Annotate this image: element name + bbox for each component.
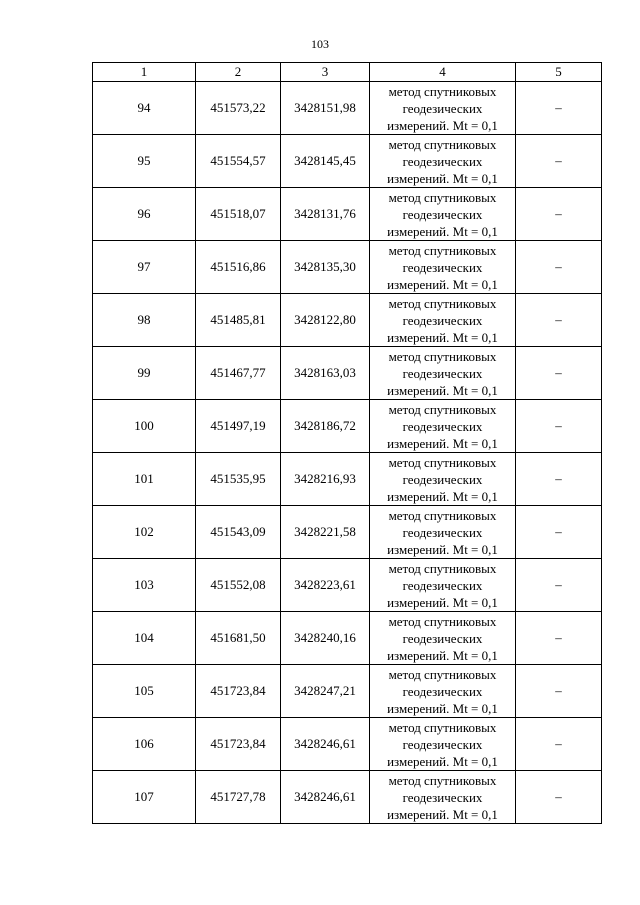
column-header-5: 5 (516, 63, 602, 82)
point-number-cell: 104 (93, 612, 196, 665)
method-line-1: метод спутниковых (388, 772, 497, 788)
y-coordinate-cell: 3428240,16 (281, 612, 370, 665)
x-coordinate-cell: 451573,22 (196, 82, 281, 135)
note-cell: – (516, 506, 602, 559)
method-cell (370, 453, 516, 506)
note-cell: – (516, 241, 602, 294)
method-cell (370, 294, 516, 347)
method-line-3: измерений. Mt = 0,1 (387, 806, 498, 822)
note-cell: – (516, 294, 602, 347)
x-coordinate-cell: 451518,07 (196, 188, 281, 241)
point-number-cell: 94 (93, 82, 196, 135)
table-row (93, 453, 602, 506)
note-cell: – (516, 612, 602, 665)
method-cell (370, 347, 516, 400)
method-line-2: геодезических (402, 630, 483, 646)
note-cell: – (516, 188, 602, 241)
method-line-1: метод спутниковых (388, 613, 497, 629)
point-number-cell: 98 (93, 294, 196, 347)
y-coordinate-cell: 3428246,61 (281, 771, 370, 824)
note-cell: – (516, 665, 602, 718)
table-row (93, 771, 602, 824)
method-cell (370, 612, 516, 665)
method-line-2: геодезических (402, 683, 483, 699)
point-number-cell: 99 (93, 347, 196, 400)
method-line-1: метод спутниковых (388, 83, 497, 99)
method-line-2: геодезических (402, 789, 483, 805)
note-cell: – (516, 347, 602, 400)
column-header-1: 1 (93, 63, 196, 82)
note-cell: – (516, 718, 602, 771)
table-header-row (93, 63, 602, 82)
note-cell: – (516, 135, 602, 188)
method-line-3: измерений. Mt = 0,1 (387, 117, 498, 133)
method-line-1: метод спутниковых (388, 401, 497, 417)
note-cell: – (516, 771, 602, 824)
x-coordinate-cell: 451552,08 (196, 559, 281, 612)
method-line-3: измерений. Mt = 0,1 (387, 435, 498, 451)
point-number-cell: 97 (93, 241, 196, 294)
method-line-2: геодезических (402, 259, 483, 275)
table-row (93, 400, 602, 453)
method-line-3: измерений. Mt = 0,1 (387, 700, 498, 716)
method-line-2: геодезических (402, 365, 483, 381)
method-line-3: измерений. Mt = 0,1 (387, 594, 498, 610)
note-cell: – (516, 453, 602, 506)
y-coordinate-cell: 3428221,58 (281, 506, 370, 559)
y-coordinate-cell: 3428151,98 (281, 82, 370, 135)
x-coordinate-cell: 451516,86 (196, 241, 281, 294)
x-coordinate-cell: 451554,57 (196, 135, 281, 188)
y-coordinate-cell: 3428186,72 (281, 400, 370, 453)
method-line-2: геодезических (402, 153, 483, 169)
note-cell: – (516, 400, 602, 453)
method-line-1: метод спутниковых (388, 295, 497, 311)
method-line-3: измерений. Mt = 0,1 (387, 541, 498, 557)
table-row (93, 347, 602, 400)
x-coordinate-cell: 451723,84 (196, 665, 281, 718)
table-row (93, 612, 602, 665)
point-number-cell: 96 (93, 188, 196, 241)
method-cell (370, 188, 516, 241)
table-row (93, 559, 602, 612)
method-line-3: измерений. Mt = 0,1 (387, 753, 498, 769)
method-line-2: геодезических (402, 206, 483, 222)
method-line-2: геодезических (402, 312, 483, 328)
table-row (93, 506, 602, 559)
x-coordinate-cell: 451485,81 (196, 294, 281, 347)
method-line-2: геодезических (402, 524, 483, 540)
column-header-3: 3 (281, 63, 370, 82)
x-coordinate-cell: 451497,19 (196, 400, 281, 453)
coordinates-table (92, 62, 602, 824)
method-line-2: геодезических (402, 418, 483, 434)
y-coordinate-cell: 3428135,30 (281, 241, 370, 294)
y-coordinate-cell: 3428131,76 (281, 188, 370, 241)
method-cell (370, 400, 516, 453)
column-header-2: 2 (196, 63, 281, 82)
x-coordinate-cell: 451727,78 (196, 771, 281, 824)
method-line-3: измерений. Mt = 0,1 (387, 329, 498, 345)
method-line-1: метод спутниковых (388, 454, 497, 470)
note-cell: – (516, 82, 602, 135)
method-line-1: метод спутниковых (388, 189, 497, 205)
table-row (93, 294, 602, 347)
table-row (93, 188, 602, 241)
method-cell (370, 559, 516, 612)
point-number-cell: 107 (93, 771, 196, 824)
method-cell (370, 135, 516, 188)
y-coordinate-cell: 3428223,61 (281, 559, 370, 612)
method-line-2: геодезических (402, 100, 483, 116)
method-cell (370, 241, 516, 294)
method-line-1: метод спутниковых (388, 719, 497, 735)
point-number-cell: 100 (93, 400, 196, 453)
point-number-cell: 102 (93, 506, 196, 559)
method-line-3: измерений. Mt = 0,1 (387, 382, 498, 398)
method-line-2: геодезических (402, 471, 483, 487)
table-row (93, 82, 602, 135)
y-coordinate-cell: 3428122,80 (281, 294, 370, 347)
x-coordinate-cell: 451467,77 (196, 347, 281, 400)
method-line-1: метод спутниковых (388, 242, 497, 258)
method-cell (370, 506, 516, 559)
method-line-3: измерений. Mt = 0,1 (387, 223, 498, 239)
y-coordinate-cell: 3428216,93 (281, 453, 370, 506)
method-line-1: метод спутниковых (388, 507, 497, 523)
method-line-1: метод спутниковых (388, 666, 497, 682)
point-number-cell: 101 (93, 453, 196, 506)
table-row (93, 665, 602, 718)
point-number-cell: 103 (93, 559, 196, 612)
point-number-cell: 106 (93, 718, 196, 771)
method-line-2: геодезических (402, 577, 483, 593)
x-coordinate-cell: 451535,95 (196, 453, 281, 506)
method-line-1: метод спутниковых (388, 348, 497, 364)
method-line-1: метод спутниковых (388, 560, 497, 576)
x-coordinate-cell: 451681,50 (196, 612, 281, 665)
y-coordinate-cell: 3428145,45 (281, 135, 370, 188)
y-coordinate-cell: 3428246,61 (281, 718, 370, 771)
y-coordinate-cell: 3428163,03 (281, 347, 370, 400)
note-cell: – (516, 559, 602, 612)
method-line-1: метод спутниковых (388, 136, 497, 152)
method-line-3: измерений. Mt = 0,1 (387, 276, 498, 292)
method-cell (370, 771, 516, 824)
method-line-3: измерений. Mt = 0,1 (387, 647, 498, 663)
table-row (93, 241, 602, 294)
column-header-4: 4 (370, 63, 516, 82)
x-coordinate-cell: 451543,09 (196, 506, 281, 559)
table-row (93, 718, 602, 771)
table-row (93, 135, 602, 188)
method-line-3: измерений. Mt = 0,1 (387, 488, 498, 504)
point-number-cell: 105 (93, 665, 196, 718)
method-cell (370, 718, 516, 771)
point-number-cell: 95 (93, 135, 196, 188)
x-coordinate-cell: 451723,84 (196, 718, 281, 771)
method-line-3: измерений. Mt = 0,1 (387, 170, 498, 186)
method-line-2: геодезических (402, 736, 483, 752)
page-number: 103 (311, 37, 329, 51)
y-coordinate-cell: 3428247,21 (281, 665, 370, 718)
method-cell (370, 82, 516, 135)
method-cell (370, 665, 516, 718)
